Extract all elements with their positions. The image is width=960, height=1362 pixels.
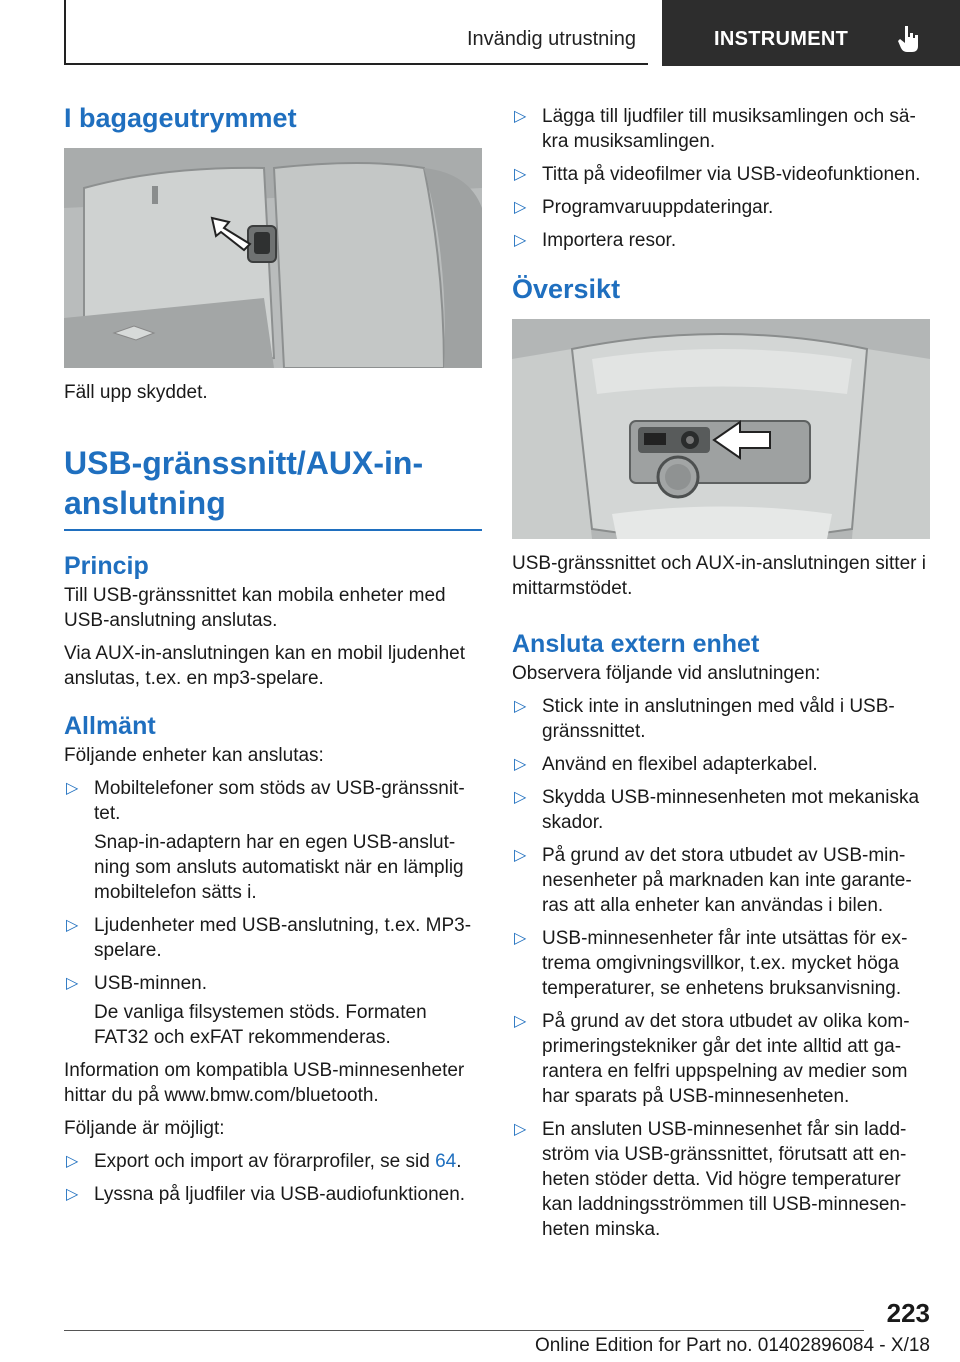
- footer-rule: [64, 1330, 864, 1331]
- triangle-bullet-icon: ▷: [66, 780, 79, 797]
- list-item: [512, 843, 930, 918]
- triangle-bullet-icon: ▷: [66, 1186, 79, 1203]
- list-item-text: På grund av det stora utbudet av USB-minnesenheter på marknaden kan inte garanteras att alla enheter kan användas i bilen.: [542, 845, 912, 916]
- list-item: [512, 228, 930, 253]
- heading-usb: USB-gränssnitt/AUX-in-anslutning: [64, 443, 482, 531]
- list-item-text: Programvaruuppdateringar.: [542, 197, 774, 218]
- list-item-text: Skydda USB-minnesenheten mot mekaniska skador.: [542, 787, 920, 833]
- list-item: [512, 694, 930, 744]
- console-photo: [512, 319, 930, 539]
- chapter-tab[interactable]: [662, 0, 960, 66]
- list-item: [512, 162, 930, 187]
- list-item-text: Lyssna på ljudfiler via USB-audiofunktionen.: [94, 1184, 466, 1205]
- list-item: [512, 1009, 930, 1109]
- triangle-bullet-icon: ▷: [514, 108, 527, 125]
- allmant-paragraph: Följande enheter kan anslutas:: [64, 745, 324, 766]
- list-item: [64, 1149, 482, 1174]
- list-item-text: En ansluten USB-minnesenhet får sin laddström via USB-gränssnittet, förutsatt att enheten stöder detta. Vid högre temperaturer kan laddningsströmmen till USB-minnesenheten minska.: [542, 1119, 907, 1240]
- list-item: [512, 1117, 930, 1242]
- list-item-subtext: Snap-in-adaptern har en egen USB-anslutning som ansluts automatiskt när en lämplig mobiltelefon sätts i.: [94, 832, 464, 903]
- list-item: [512, 104, 930, 154]
- list-item-text: På grund av det stora utbudet av olika komprimeringstekniker går det inte alltid att garantera en felfri uppspelning av medier som har sparats på USB-minnesenheten.: [542, 1011, 910, 1107]
- list-item: [512, 785, 930, 835]
- list-item-text: USB-minnen.: [94, 973, 207, 994]
- list-item: [64, 913, 482, 963]
- list-item-subtext: De vanliga filsystemen stöds. Formaten FAT32 och exFAT rekommenderas.: [94, 1002, 427, 1048]
- notes-list: [512, 694, 930, 1242]
- triangle-bullet-icon: ▷: [514, 789, 527, 806]
- list-item-text: Titta på videofilmer via USB-videofunktionen.: [542, 164, 921, 185]
- list-item-text: Använd en flexibel adapterkabel.: [542, 754, 818, 775]
- princip-paragraph-1: Till USB-gränssnittet kan mobila enheter med USB-anslutning anslutas.: [64, 585, 446, 631]
- possible-list: [64, 1149, 482, 1207]
- triangle-bullet-icon: ▷: [66, 1153, 79, 1170]
- list-item-text: Mobiltelefoner som stöds av USB-gränssnittet.: [94, 778, 465, 824]
- heading-oversikt: Översikt: [512, 274, 621, 304]
- caption-console: USB-gränssnittet och AUX-in-anslutningen sitter i mittarmstödet.: [512, 553, 926, 599]
- header-rule-vertical: [64, 0, 66, 64]
- device-list: [64, 776, 482, 1050]
- ansluta-paragraph: Observera följande vid anslutningen:: [512, 663, 821, 684]
- hand-pointer-icon: [896, 24, 922, 54]
- heading-ansluta: Ansluta extern enhet: [512, 630, 760, 658]
- header-section-title: Invändig utrustning: [466, 28, 636, 50]
- list-item: [64, 971, 482, 1050]
- triangle-bullet-icon: ▷: [514, 847, 527, 864]
- heading-allmant: Allmänt: [64, 712, 156, 740]
- possible-paragraph: Följande är möjligt:: [64, 1118, 225, 1139]
- list-item-text: Export och import av förarprofiler, se sid: [94, 1151, 436, 1172]
- chapter-tab-label: INSTRUMENT: [714, 28, 849, 50]
- list-item: [512, 926, 930, 1001]
- triangle-bullet-icon: ▷: [514, 166, 527, 183]
- list-item: [64, 1182, 482, 1207]
- header-rule-horizontal: [64, 63, 648, 65]
- triangle-bullet-icon: ▷: [66, 917, 79, 934]
- list-item-text: Importera resor.: [542, 230, 677, 251]
- princip-paragraph-2: Via AUX-in-anslutningen kan en mobil ljudenhet anslutas, t.ex. en mp3-spelare.: [64, 643, 466, 689]
- list-item-text: Ljudenheter med USB-anslutning, t.ex. MP3-spelare.: [94, 915, 472, 961]
- list-item: [512, 752, 930, 777]
- list-item-text-end: .: [456, 1151, 462, 1172]
- triangle-bullet-icon: ▷: [514, 1013, 527, 1030]
- left-column: [64, 100, 482, 1215]
- triangle-bullet-icon: ▷: [514, 199, 527, 216]
- possible-list-continued: [512, 104, 930, 253]
- caption-trunk: Fäll upp skyddet.: [64, 382, 208, 403]
- list-item-text: USB-minnesenheter får inte utsättas för extrema omgivningsvillkor, t.ex. mycket höga temperaturer, se enhetens bruksanvisning.: [542, 928, 908, 999]
- triangle-bullet-icon: ▷: [66, 975, 79, 992]
- triangle-bullet-icon: ▷: [514, 1121, 527, 1138]
- footer-edition: Online Edition for Part no. 01402896084 - X/18: [534, 1335, 930, 1356]
- list-item-text: Lägga till ljudfiler till musiksamlingen och säkra musiksamlingen.: [542, 106, 916, 152]
- info-paragraph: Information om kompatibla USB-minnesenheter hittar du på www.bmw.com/bluetooth.: [64, 1060, 465, 1106]
- right-column: [512, 104, 930, 1250]
- triangle-bullet-icon: ▷: [514, 756, 527, 773]
- triangle-bullet-icon: ▷: [514, 232, 527, 249]
- trunk-photo: [64, 148, 482, 368]
- heading-trunk: I bagageutrymmet: [64, 103, 297, 133]
- page-number: 223: [886, 1298, 930, 1328]
- triangle-bullet-icon: ▷: [514, 698, 527, 715]
- page-link-64[interactable]: 64: [435, 1151, 457, 1172]
- list-item-text: Stick inte in anslutningen med våld i USB-gränssnittet.: [542, 696, 895, 742]
- triangle-bullet-icon: ▷: [514, 930, 527, 947]
- list-item: [512, 195, 930, 220]
- heading-princip: Princip: [64, 552, 149, 580]
- list-item: [64, 776, 482, 905]
